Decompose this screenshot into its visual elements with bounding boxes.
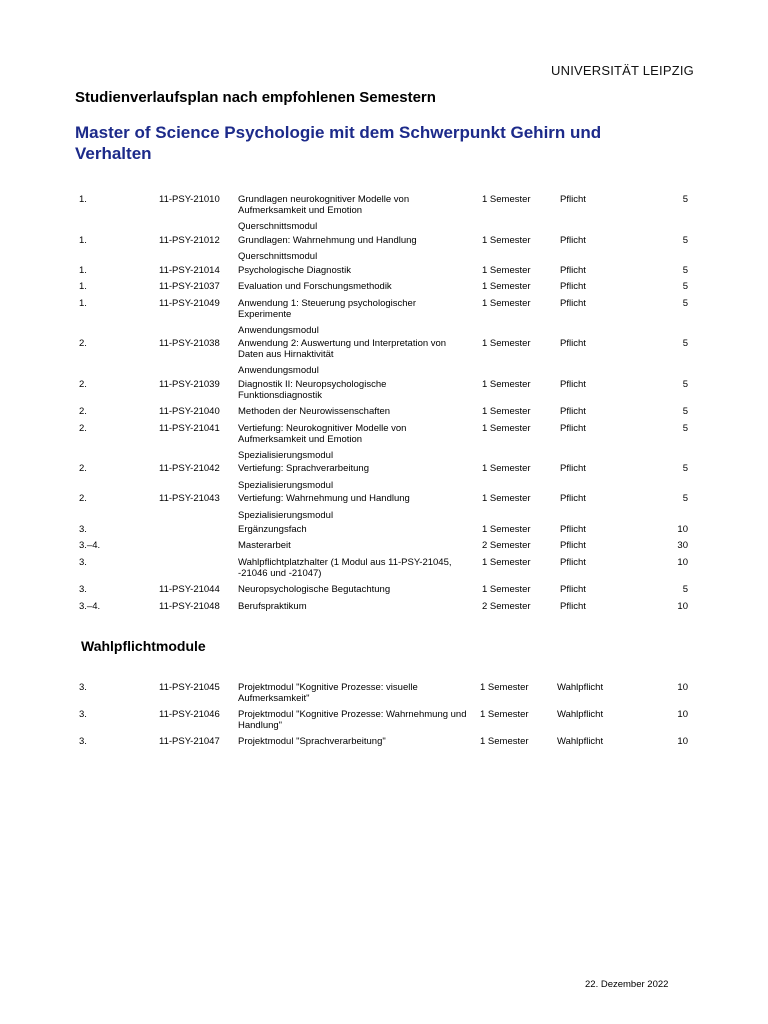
module-name-cell: Neuropsychologische Begutachtung	[238, 584, 391, 595]
semester-cell: 3.	[79, 524, 87, 535]
credits-cell: 10	[677, 601, 688, 612]
module-name-cell: Masterarbeit	[238, 540, 291, 551]
duration-cell: 1 Semester	[480, 682, 529, 693]
credits-cell: 5	[682, 338, 688, 349]
module-name-cell: Vertiefung: Sprachverarbeitung	[238, 463, 369, 474]
module-code-cell: 11-PSY-21046	[159, 709, 220, 720]
duration-cell: 1 Semester	[482, 423, 531, 434]
credits-cell: 10	[677, 557, 688, 568]
module-name-cell: Projektmodul "Kognitive Prozesse: visuelle Aufmerksamkeit"	[238, 682, 418, 704]
module-category-note: Anwendungsmodul	[238, 325, 319, 336]
module-type-cell: Pflicht	[560, 194, 586, 205]
duration-cell: 1 Semester	[480, 736, 529, 747]
module-category-note: Spezialisierungsmodul	[238, 450, 334, 461]
duration-cell: 1 Semester	[482, 584, 531, 595]
duration-cell: 1 Semester	[482, 265, 531, 276]
module-code-cell: 11-PSY-21038	[159, 338, 220, 349]
semester-cell: 1.	[79, 298, 87, 309]
module-category-note: Querschnittsmodul	[238, 251, 318, 262]
module-name-cell: Projektmodul "Kognitive Prozesse: Wahrnehmung und Handlung"	[238, 709, 467, 731]
module-code-cell: 11-PSY-21045	[159, 682, 220, 693]
module-type-cell: Pflicht	[560, 265, 586, 276]
module-name-cell: Berufspraktikum	[238, 601, 307, 612]
module-type-cell: Pflicht	[560, 524, 586, 535]
semester-cell: 3.–4.	[79, 540, 101, 551]
credits-cell: 30	[677, 540, 688, 551]
duration-cell: 2 Semester	[482, 540, 531, 551]
module-name-cell: Evaluation und Forschungsmethodik	[238, 281, 392, 292]
semester-cell: 3.	[79, 584, 87, 595]
module-category-note: Spezialisierungsmodul	[238, 480, 334, 491]
module-type-cell: Pflicht	[560, 463, 586, 474]
semester-cell: 1.	[79, 265, 87, 276]
credits-cell: 5	[682, 584, 688, 595]
semester-cell: 2.	[79, 338, 87, 349]
duration-cell: 1 Semester	[482, 281, 531, 292]
semester-cell: 3.	[79, 709, 87, 720]
credits-cell: 5	[682, 493, 688, 504]
semester-cell: 2.	[79, 379, 87, 390]
module-category-note: Anwendungsmodul	[238, 365, 319, 376]
module-code-cell: 11-PSY-21049	[159, 298, 220, 309]
semester-cell: 1.	[79, 194, 87, 205]
module-type-cell: Pflicht	[560, 379, 586, 390]
module-category-note: Spezialisierungsmodul	[238, 510, 334, 521]
credits-cell: 5	[682, 379, 688, 390]
electives-heading: Wahlpflichtmodule	[81, 638, 206, 654]
module-name-cell: Methoden der Neurowissenschaften	[238, 406, 391, 417]
module-type-cell: Pflicht	[560, 493, 586, 504]
module-name-cell: Grundlagen neurokognitiver Modelle von Aufmerksamkeit und Emotion	[238, 194, 410, 216]
module-type-cell: Wahlpflicht	[557, 682, 604, 693]
module-type-cell: Pflicht	[560, 406, 586, 417]
module-type-cell: Pflicht	[560, 281, 586, 292]
credits-cell: 5	[682, 298, 688, 309]
module-name-cell: Anwendung 2: Auswertung und Interpretation von Daten aus Hirnaktivität	[238, 338, 447, 360]
module-type-cell: Pflicht	[560, 557, 586, 568]
module-name-cell: Vertiefung: Neurokognitiver Modelle von Aufmerksamkeit und Emotion	[238, 423, 407, 445]
module-type-cell: Pflicht	[560, 584, 586, 595]
module-name-cell: Diagnostik II: Neuropsychologische Funktionsdiagnostik	[238, 379, 387, 401]
semester-cell: 2.	[79, 423, 87, 434]
semester-cell: 3.	[79, 736, 87, 747]
duration-cell: 1 Semester	[482, 463, 531, 474]
duration-cell: 2 Semester	[482, 601, 531, 612]
credits-cell: 5	[682, 265, 688, 276]
module-code-cell: 11-PSY-21042	[159, 463, 220, 474]
university-logo: UNIVERSITÄT LEIPZIG	[551, 63, 694, 78]
module-name-cell: Anwendung 1: Steuerung psychologischer Experimente	[238, 298, 416, 320]
module-code-cell: 11-PSY-21010	[159, 194, 220, 205]
module-type-cell: Wahlpflicht	[557, 709, 604, 720]
module-code-cell: 11-PSY-21041	[159, 423, 220, 434]
duration-cell: 1 Semester	[480, 709, 529, 720]
duration-cell: 1 Semester	[482, 194, 531, 205]
credits-cell: 10	[677, 709, 688, 720]
duration-cell: 1 Semester	[482, 524, 531, 535]
module-type-cell: Pflicht	[560, 298, 586, 309]
semester-cell: 3.	[79, 682, 87, 693]
credits-cell: 5	[682, 194, 688, 205]
module-code-cell: 11-PSY-21043	[159, 493, 220, 504]
credits-cell: 10	[677, 736, 688, 747]
duration-cell: 1 Semester	[482, 235, 531, 246]
duration-cell: 1 Semester	[482, 298, 531, 309]
semester-cell: 1.	[79, 235, 87, 246]
document-date: 22. Dezember 2022	[585, 979, 669, 990]
semester-cell: 2.	[79, 493, 87, 504]
module-code-cell: 11-PSY-21039	[159, 379, 220, 390]
module-name-cell: Vertiefung: Wahrnehmung und Handlung	[238, 493, 410, 504]
module-name-cell: Wahlpflichtplatzhalter (1 Modul aus 11-PSY-21045, -21046 und -21047)	[238, 557, 452, 579]
module-type-cell: Wahlpflicht	[557, 736, 604, 747]
module-code-cell: 11-PSY-21037	[159, 281, 220, 292]
module-code-cell: 11-PSY-21048	[159, 601, 220, 612]
program-title: Master of Science Psychologie mit dem Schwerpunkt Gehirn und Verhalten	[75, 123, 602, 163]
credits-cell: 5	[682, 423, 688, 434]
module-type-cell: Pflicht	[560, 338, 586, 349]
module-name-cell: Psychologische Diagnostik	[238, 265, 352, 276]
semester-cell: 3.–4.	[79, 601, 101, 612]
module-type-cell: Pflicht	[560, 235, 586, 246]
semester-cell: 1.	[79, 281, 87, 292]
duration-cell: 1 Semester	[482, 406, 531, 417]
module-category-note: Querschnittsmodul	[238, 221, 318, 232]
semester-cell: 2.	[79, 463, 87, 474]
module-type-cell: Pflicht	[560, 423, 586, 434]
module-code-cell: 11-PSY-21047	[159, 736, 220, 747]
module-code-cell: 11-PSY-21012	[159, 235, 220, 246]
duration-cell: 1 Semester	[482, 493, 531, 504]
module-name-cell: Grundlagen: Wahrnehmung und Handlung	[238, 235, 417, 246]
module-code-cell: 11-PSY-21014	[159, 265, 220, 276]
module-name-cell: Projektmodul "Sprachverarbeitung"	[238, 736, 386, 747]
credits-cell: 10	[677, 682, 688, 693]
credits-cell: 10	[677, 524, 688, 535]
module-type-cell: Pflicht	[560, 540, 586, 551]
module-code-cell: 11-PSY-21040	[159, 406, 220, 417]
credits-cell: 5	[682, 463, 688, 474]
credits-cell: 5	[682, 281, 688, 292]
module-type-cell: Pflicht	[560, 601, 586, 612]
duration-cell: 1 Semester	[482, 338, 531, 349]
semester-cell: 3.	[79, 557, 87, 568]
module-code-cell: 11-PSY-21044	[159, 584, 220, 595]
duration-cell: 1 Semester	[482, 379, 531, 390]
credits-cell: 5	[682, 406, 688, 417]
document-subtitle: Studienverlaufsplan nach empfohlenen Semestern	[75, 89, 436, 106]
module-name-cell: Ergänzungsfach	[238, 524, 307, 535]
credits-cell: 5	[682, 235, 688, 246]
duration-cell: 1 Semester	[482, 557, 531, 568]
semester-cell: 2.	[79, 406, 87, 417]
